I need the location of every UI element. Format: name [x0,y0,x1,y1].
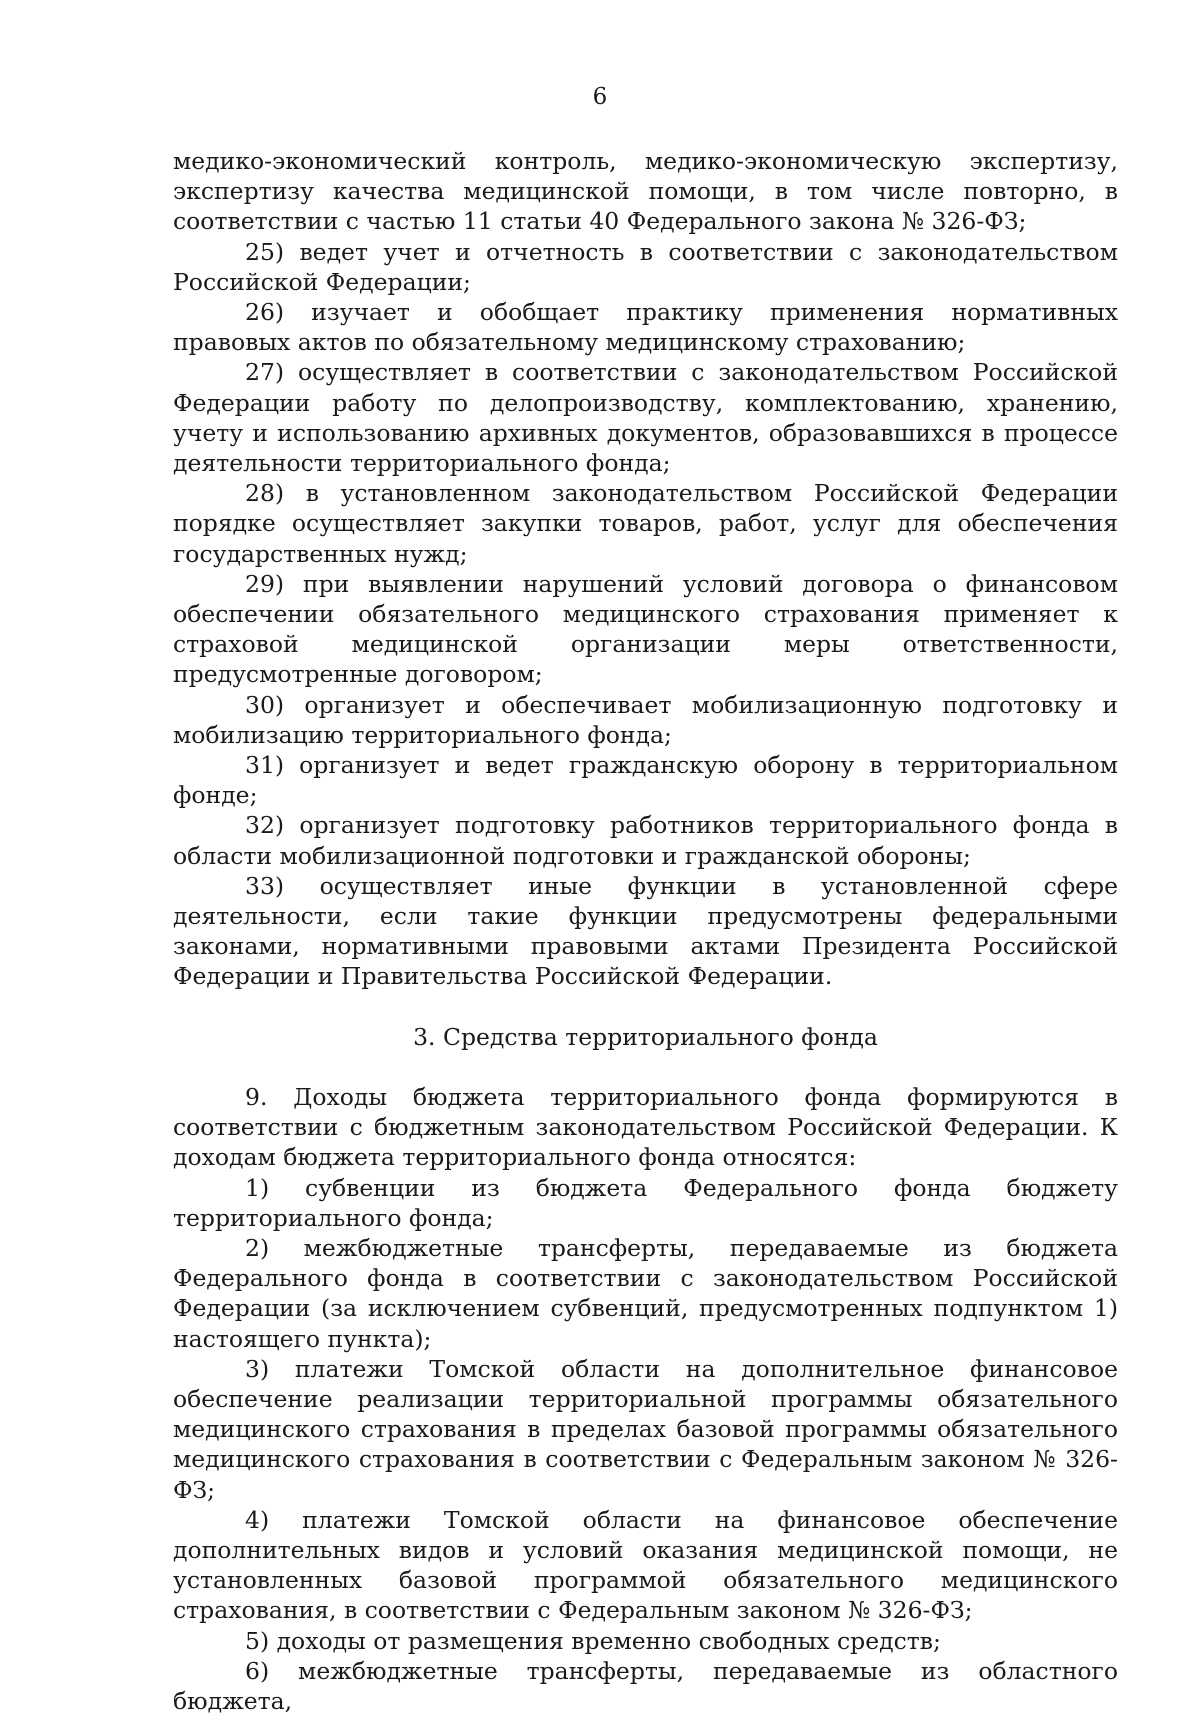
list-item: 33) осуществляет иные функции в установленной сфере деятельности, если такие функции предусмотрены федеральными законами, нормативными правовыми актами Президента Российской Федерации и Правительства Российской Федерации. [173,871,1118,991]
list-item: 4) платежи Томской области на финансовое обеспечение дополнительных видов и условий оказания медицинской помощи, не установленных базовой программой обязательного медицинского страхования, в соответствии с Федеральным законом № 326-ФЗ; [173,1505,1118,1625]
list-item: 26) изучает и обобщает практику применения нормативных правовых актов по обязательному медицинскому страхованию; [173,298,1118,357]
paragraph: 9. Доходы бюджета территориального фонда формируются в соответствии с бюджетным законодательством Российской Федерации. К доходам бюджета территориального фонда относятся: [173,1082,1118,1172]
list-item: 29) при выявлении нарушений условий договора о финансовом обеспечении обязательного медицинского страхования применяет к страховой медицинской организации меры ответственности, предусмотренные договором; [173,569,1118,689]
list-item: 30) организует и обеспечивает мобилизационную подготовку и мобилизацию территориального фонда; [173,690,1118,749]
list-item: 32) организует подготовку работников территориального фонда в области мобилизационной подготовки и гражданской обороны; [173,811,1118,870]
section-heading: 3. Средства территориального фонда [413,1022,878,1051]
list-item: 3) платежи Томской области на дополнительное финансовое обеспечение реализации территориальной программы обязательного медицинского страхования в пределах базовой программы обязательного медицинского страхования в соответствии с Федеральным законом № 326-ФЗ; [173,1354,1118,1504]
list-item: 1) субвенции из бюджета Федерального фонда бюджету территориального фонда; [173,1173,1118,1232]
list-item: 6) межбюджетные трансферты, передаваемые из областного бюджета, [173,1656,1118,1715]
list-item: 5) доходы от размещения временно свободных средств; [245,1626,941,1655]
list-item: 2) межбюджетные трансферты, передаваемые из бюджета Федерального фонда в соответствии с законодательством Российской Федерации (за исключением субвенций, предусмотренных подпунктом 1) настоящего пункта); [173,1233,1118,1353]
list-item: 31) организует и ведет гражданскую оборону в территориальном фонде; [173,751,1118,810]
document-body [173,146,1118,1716]
list-item: 25) ведет учет и отчетность в соответствии с законодательством Российской Федерации; [173,237,1118,296]
paragraph: медико-экономический контроль, медико-экономическую экспертизу, экспертизу качества медицинской помощи, в том числе повторно, в соответствии с частью 11 статьи 40 Федерального закона № 326-ФЗ; [173,147,1118,236]
page-number: 6 [592,84,608,110]
list-item: 28) в установленном законодательством Российской Федерации порядке осуществляет закупки товаров, работ, услуг для обеспечения государственных нужд; [173,479,1118,568]
list-item: 27) осуществляет в соответствии с законодательством Российской Федерации работу по делопроизводству, комплектованию, хранению, учету и использованию архивных документов, образовавшихся в процессе деятельности территориального фонда; [173,358,1118,478]
